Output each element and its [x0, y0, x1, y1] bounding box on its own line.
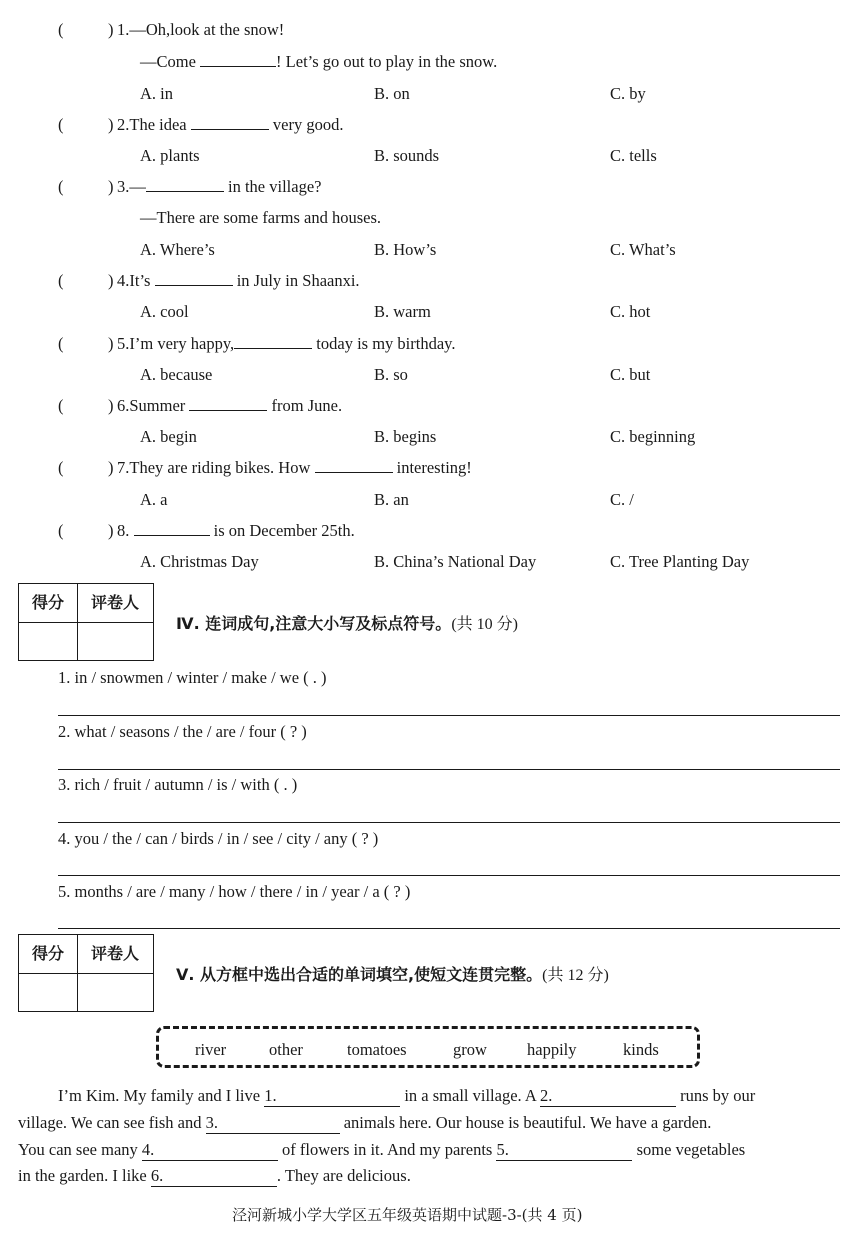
reorder-item-3: 3. rich / fruit / autumn / is / with ( . )	[58, 775, 298, 794]
option-b: B. an	[374, 490, 409, 509]
grader-label: 评卷人	[90, 593, 139, 612]
passage-line-3: You can see many 4. of flowers in it. And my parents 5. some vegetables	[18, 1140, 746, 1159]
blank[interactable]	[189, 396, 267, 411]
option-c: C. hot	[610, 302, 651, 321]
page-footer: 泾河新城小学大学区五年级英语期中试题-3-(共 4 页)	[232, 1206, 583, 1224]
option-a: A. Where’s	[140, 240, 215, 259]
blank[interactable]	[191, 115, 269, 130]
question-6: 6.Summer from June.	[117, 396, 343, 415]
option-b: B. China’s National Day	[374, 552, 537, 571]
option-b: B. warm	[374, 302, 431, 321]
blank[interactable]	[315, 458, 393, 473]
option-c: C. but	[610, 365, 651, 384]
option-a: A. in	[140, 84, 173, 103]
word-bank-item: kinds	[623, 1040, 659, 1059]
option-b: B. begins	[374, 427, 437, 446]
section-4-title: Ⅳ. 连词成句,注意大小写及标点符号。(共 10 分)	[176, 614, 518, 633]
blank[interactable]	[155, 271, 233, 286]
fill-blank-2[interactable]: 2.	[540, 1086, 676, 1107]
score-label: 得分	[31, 593, 64, 612]
fill-blank-3[interactable]: 3.	[206, 1113, 340, 1134]
option-a: A. begin	[140, 427, 197, 446]
answer-line[interactable]	[58, 822, 840, 823]
word-bank-item: grow	[453, 1040, 487, 1059]
fill-blank-4[interactable]: 4.	[142, 1140, 278, 1161]
grader-label: 评卷人	[90, 944, 139, 963]
option-a: A. Christmas Day	[140, 552, 259, 571]
option-c: C. What’s	[610, 240, 676, 259]
question-3-line2: —There are some farms and houses.	[140, 208, 381, 227]
reorder-item-1: 1. in / snowmen / winter / make / we ( . )	[58, 668, 327, 687]
answer-line[interactable]	[58, 769, 840, 770]
option-c: C. by	[610, 84, 646, 103]
option-a: A. because	[140, 365, 213, 384]
question-5: 5.I’m very happy, today is my birthday.	[117, 334, 456, 353]
score-label: 得分	[31, 944, 64, 963]
option-a: A. plants	[140, 146, 200, 165]
blank[interactable]	[234, 334, 312, 349]
answer-line[interactable]	[58, 875, 840, 876]
score-box	[18, 583, 154, 661]
question-4: 4.It’s in July in Shaanxi.	[117, 271, 360, 290]
blank[interactable]	[146, 177, 224, 192]
question-3: 3.— in the village?	[117, 177, 322, 196]
word-bank-item: tomatoes	[347, 1040, 407, 1059]
option-a: A. cool	[140, 302, 189, 321]
word-bank-item: other	[269, 1040, 303, 1059]
question-1-line2: —Come ! Let’s go out to play in the snow.	[140, 52, 498, 71]
blank[interactable]	[200, 52, 276, 67]
reorder-item-2: 2. what / seasons / the / are / four ( ? )	[58, 722, 307, 741]
option-c: C. /	[610, 490, 634, 509]
option-a: A. a	[140, 490, 168, 509]
word-bank-item: river	[195, 1040, 227, 1059]
option-b: B. How’s	[374, 240, 437, 259]
option-c: C. tells	[610, 146, 657, 165]
question-1-line1: 1.—Oh,look at the snow!	[117, 20, 285, 39]
question-7: 7.They are riding bikes. How interesting!	[117, 458, 472, 477]
reorder-item-5: 5. months / are / many / how / there / in / year / a ( ? )	[58, 882, 411, 901]
reorder-item-4: 4. you / the / can / birds / in / see / city / any ( ? )	[58, 829, 379, 848]
fill-blank-1[interactable]: 1.	[264, 1086, 400, 1107]
answer-line[interactable]	[58, 715, 840, 716]
word-bank	[156, 1026, 700, 1068]
passage-line-1: I’m Kim. My family and I live 1. in a small village. A 2. runs by our	[58, 1086, 756, 1105]
option-b: B. so	[374, 365, 408, 384]
answer-line[interactable]	[58, 928, 840, 929]
option-c: C. beginning	[610, 427, 696, 446]
passage-line-4: in the garden. I like 6. . They are delicious.	[18, 1166, 411, 1185]
word-bank-item: happily	[527, 1040, 577, 1059]
option-c: C. Tree Planting Day	[610, 552, 750, 571]
blank[interactable]	[134, 521, 210, 536]
question-8: 8. is on December 25th.	[117, 521, 355, 540]
section-5-title: Ⅴ. 从方框中选出合适的单词填空,使短文连贯完整。(共 12 分)	[176, 965, 609, 984]
question-2: 2.The idea very good.	[117, 115, 344, 134]
passage-line-2: village. We can see fish and 3. animals here. Our house is beautiful. We have a garden.	[18, 1113, 712, 1132]
fill-blank-5[interactable]: 5.	[496, 1140, 632, 1161]
fill-blank-6[interactable]: 6.	[151, 1166, 277, 1187]
option-b: B. sounds	[374, 146, 440, 165]
option-b: B. on	[374, 84, 410, 103]
score-box	[18, 934, 154, 1012]
